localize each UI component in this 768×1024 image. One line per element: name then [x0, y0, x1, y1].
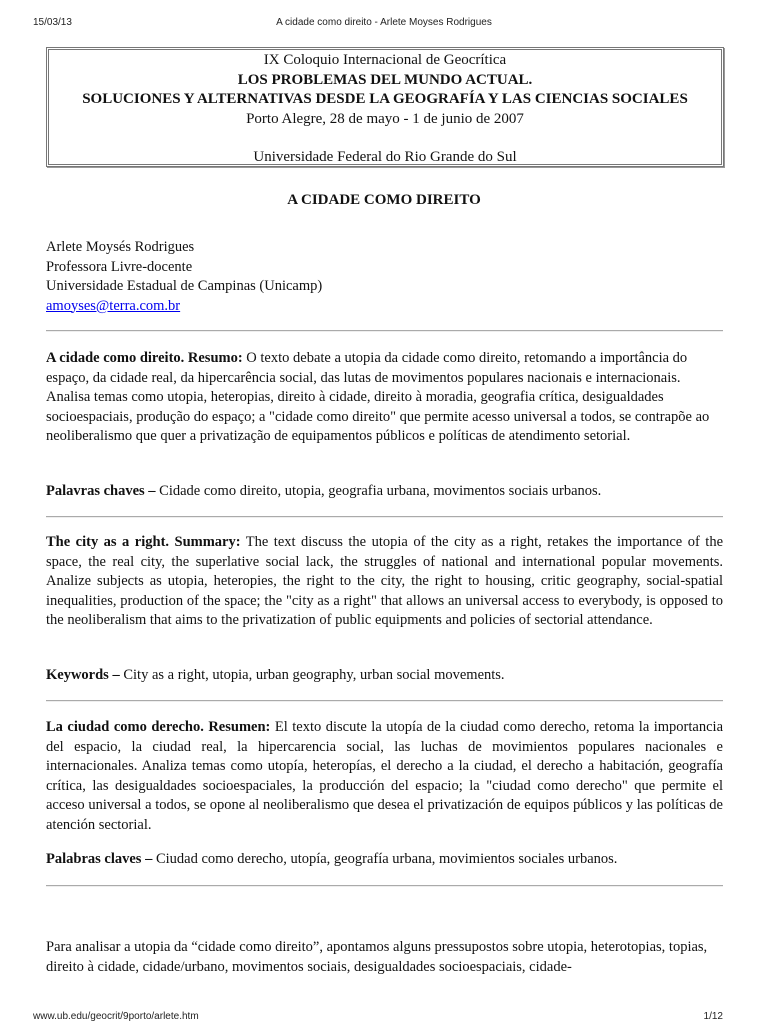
- keywords-label: Palavras chaves –: [46, 483, 156, 499]
- author-institution: Universidade Estadual de Campinas (Unicamp): [46, 278, 323, 294]
- keywords-spanish: [46, 850, 723, 870]
- article-title: A CIDADE COMO DIREITO: [287, 192, 481, 208]
- print-page-title: A cidade como direito - Arlete Moyses Rodrigues: [276, 17, 492, 28]
- abstract-portuguese: [46, 349, 723, 447]
- print-date: 15/03/13: [33, 17, 72, 28]
- conference-university: Universidade Federal do Rio Grande do Sul: [253, 149, 517, 165]
- keywords-label: Palabras claves –: [46, 851, 153, 867]
- keywords-english: [46, 666, 723, 686]
- abstract-english: [46, 533, 723, 631]
- conference-theme: LOS PROBLEMAS DEL MUNDO ACTUAL.: [237, 71, 533, 88]
- abstract-text: El texto discute la utopía de la ciudad como derecho, retoma la importancia del espacio, la ciudad real, la hipercarencia social, las luchas de movimientos populares nacionales e internacionales. Analiza temas como utopía, heteropías, el derecho a la ciudad, el derecho a habitación, geografía crítica, las desigualdades socioespaciales, la producción del espacio; la "ciudad como derecho" que permite el acceso universal a todos, se opone al neoliberalismo que desea el privatización de equipos públicos y las políticas de atención sectorial.: [46, 719, 724, 833]
- abstract-heading: A cidade como direito. Resumo:: [46, 350, 243, 366]
- abstract-heading: The city as a right. Summary:: [46, 534, 241, 550]
- conference-place-date: Porto Alegre, 28 de mayo - 1 de junio de 2007: [246, 110, 524, 127]
- conference-name: IX Coloquio Internacional de Geocrítica: [263, 52, 507, 68]
- abstract-heading: La ciudad como derecho. Resumen:: [46, 719, 271, 735]
- abstract-spanish: [46, 718, 723, 835]
- page-number: 1/12: [703, 1011, 723, 1022]
- author-position: Professora Livre-docente: [46, 258, 193, 275]
- keywords-label: Keywords –: [46, 667, 120, 683]
- divider: [46, 885, 723, 887]
- divider: [46, 700, 723, 702]
- divider: [46, 330, 723, 332]
- abstract-text: O texto debate a utopia da cidade como direito, retomando a importância do espaço, da cidade real, da hipercarência social, das lutas de movimentos populares nacionais e internacionais. Analisa temas como utopia, heteropias, direito à cidade, direito à moradia, geografia crítica, desigualdades socioespaciais, produção do espaço; a "cidade como direito" que permite acesso universal a todos, se contrapõe ao neoliberalismo que quer a privatização de equipamentos públicos e políticas de atendimento setorial.: [46, 350, 710, 444]
- divider: [46, 516, 723, 518]
- print-url: www.ub.edu/geocrit/9porto/arlete.htm: [33, 1011, 199, 1022]
- author-name: Arlete Moysés Rodrigues: [46, 239, 195, 255]
- conference-subtheme: SOLUCIONES Y ALTERNATIVAS DESDE LA GEOGRAFÍA Y LAS CIENCIAS SOCIALES: [82, 91, 688, 107]
- keywords-text: City as a right, utopia, urban geography, urban social movements.: [119, 667, 505, 683]
- body-paragraph: Para analisar a utopia da “cidade como direito”, apontamos alguns pressupostos sobre utopia, heterotopias, topias, direito à cidade, cidade/urbano, movimentos sociais, desigualdades socioespaciais, cidade-: [46, 939, 708, 975]
- author-email-link[interactable]: amoyses@terra.com.br: [46, 297, 181, 314]
- abstract-text: The text discuss the utopia of the city as a right, retakes the importance of the space, the real city, the superlative social lack, the struggles of national and international popular movements. Analize subjects as utopia, heteropies, the right to the city, the right to housing, critic geography, social-spatial inequalities, production of the space; the "city as a right" that allows an universal access to everybody, is opposed to the neoliberalism that aims to the privatization of public equipments and policies of sectorial attendance.: [46, 534, 723, 628]
- keywords-text: Cidade como direito, utopia, geografia urbana, movimentos sociais urbanos.: [155, 483, 602, 499]
- author-info: [46, 238, 723, 316]
- keywords-text: Ciudad como derecho, utopía, geografía urbana, movimientos sociales urbanos.: [152, 851, 618, 867]
- conference-header-box: [46, 47, 724, 167]
- keywords-portuguese: [46, 482, 723, 502]
